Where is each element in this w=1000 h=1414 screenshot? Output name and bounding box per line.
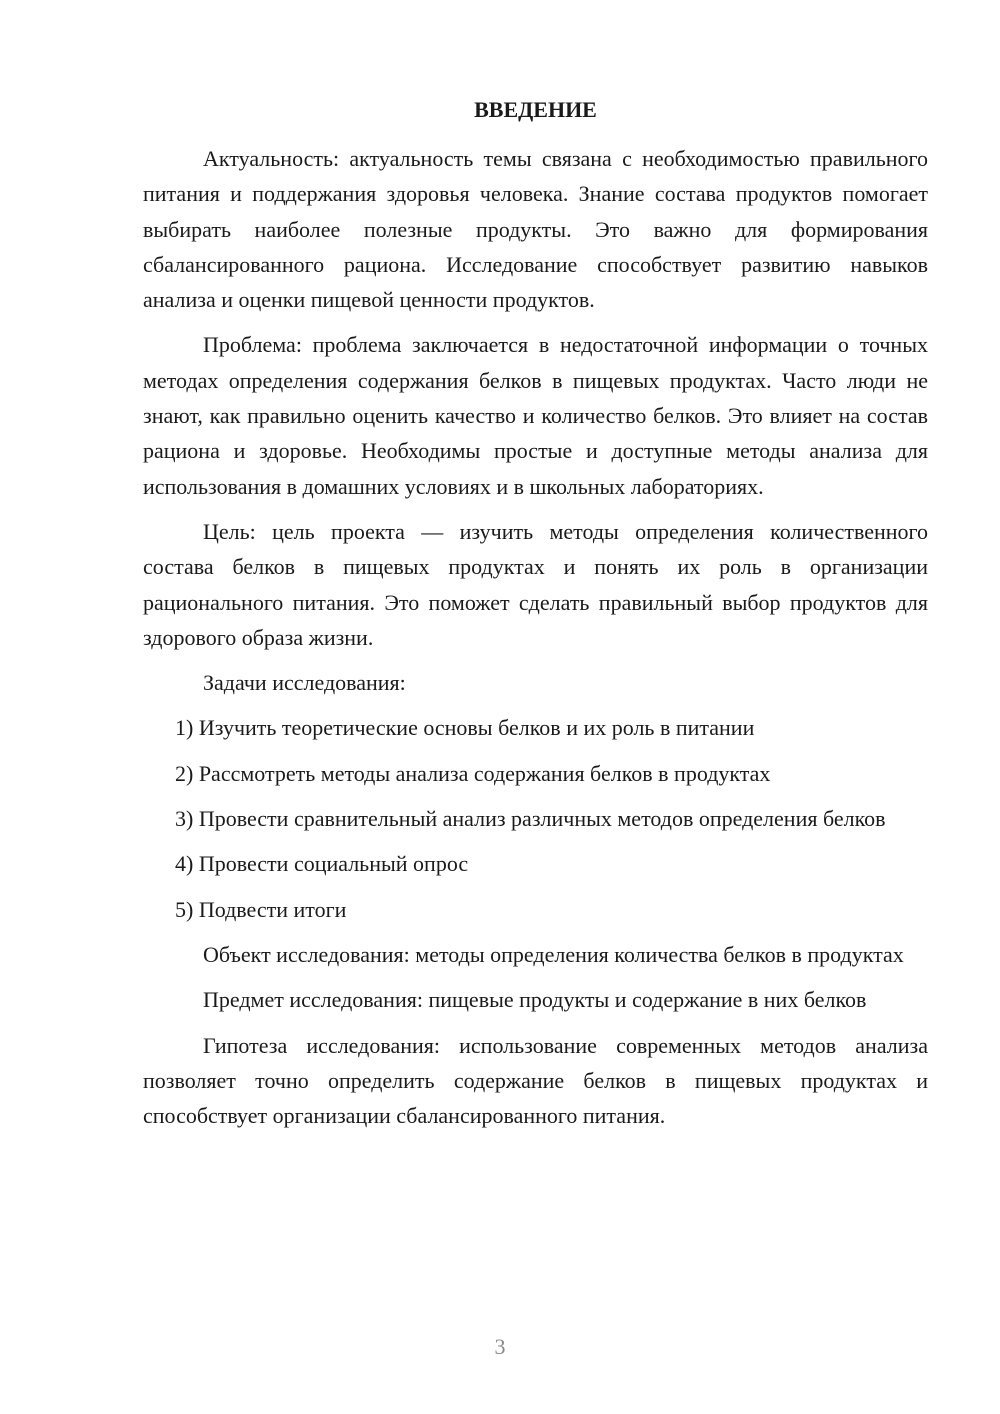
document-body xyxy=(143,92,928,1143)
task-item-5: 5) Подвести итоги xyxy=(175,896,347,922)
paragraph-subject: Предмет исследования: пищевые продукты и содержание в них белков xyxy=(203,987,867,1013)
page-title: ВВЕДЕНИЕ xyxy=(474,97,597,122)
paragraph-hypothesis: Гипотеза исследования: использование современных методов анализа позволяет точно определить содержание белков в пищевых продуктах и способствует организации сбалансированного питания. xyxy=(143,1032,928,1129)
paragraph-goal: Цель: цель проекта — изучить методы определения количественного состава белков в пищевых продуктах и понять их роль в организации рационального питания. Это поможет сделать правильный выбор продуктов для здорового образа жизни. xyxy=(143,518,928,650)
task-item-1: 1) Изучить теоретические основы белков и их роль в питании xyxy=(175,715,755,741)
task-item-4: 4) Провести социальный опрос xyxy=(175,851,469,877)
tasks-heading: Задачи исследования: xyxy=(203,670,406,696)
paragraph-relevance: Актуальность: актуальность темы связана с необходимостью правильного питания и поддержания здоровья человека. Знание состава продуктов помогает выбирать наиболее полезные продукты. Это важно для формирования сбалансированного рациона. Исследование способствует развитию навыков анализа и оценки пищевой ценности продуктов. xyxy=(143,146,928,313)
task-item-3: 3) Провести сравнительный анализ различных методов определения белков xyxy=(175,806,886,832)
paragraph-problem: Проблема: проблема заключается в недостаточной информации о точных методах определения содержания белков в пищевых продуктах. Часто люди не знают, как правильно оценить качество и количество белков. Это влияет на состав рациона и здоровье. Необходимы простые и доступные методы анализа для использования в домашних условиях и в школьных лабораториях. xyxy=(143,332,928,499)
task-item-2: 2) Рассмотреть методы анализа содержания белков в продуктах xyxy=(175,760,771,786)
page-number: 3 xyxy=(494,1334,506,1359)
paragraph-object: Объект исследования: методы определения количества белков в продуктах xyxy=(203,941,904,967)
